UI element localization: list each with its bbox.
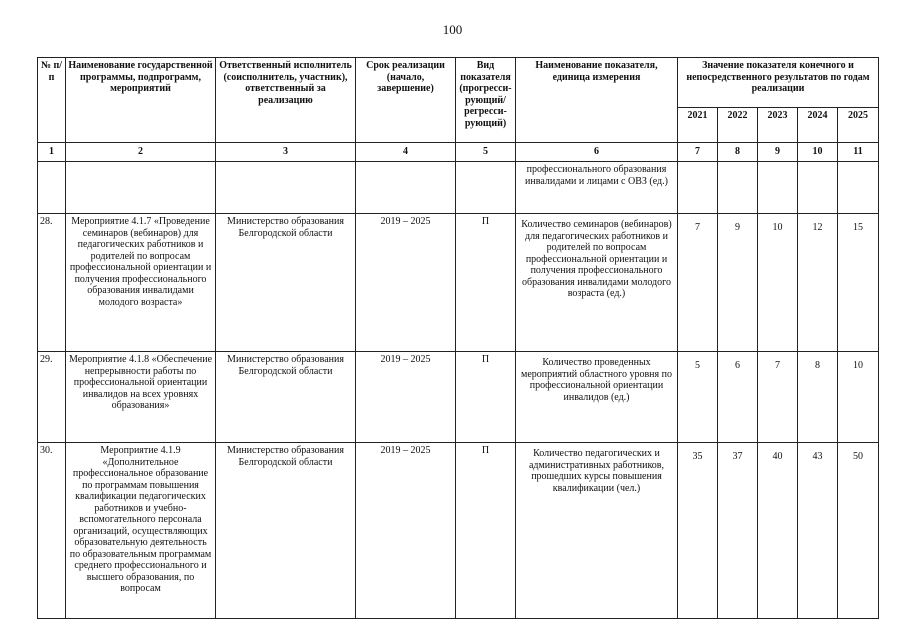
page-number: 100 [442,22,463,37]
row-value: 43 [798,443,838,619]
row-type: П [456,214,516,352]
row-value: 5 [678,352,718,443]
column-numbers-row [38,143,879,162]
row-value: 50 [838,443,879,619]
header-executor: Ответственный исполнитель (соисполнитель, участник), ответственный за реализацию [216,58,356,143]
row-value: 8 [798,352,838,443]
cell-empty [456,162,516,214]
row-indicator: Количество семинаров (вебинаров) для педагогических работников и родителей по вопросам профессиональной ориентации и получения профессионального образования инвалидами молодого возраста (ед.) [516,214,678,352]
column-number: 6 [516,143,678,162]
header-values: Значение показателя конечного и непосредственного результатов по годам реализации [678,58,879,108]
header-year: 2022 [718,108,758,143]
row-executor: Министерство образования Белгородской области [216,214,356,352]
cell-empty [758,162,798,214]
cell-empty [678,162,718,214]
cell-empty [798,162,838,214]
row-num: 28. [38,214,66,352]
program-table [37,57,879,619]
row-value: 10 [758,214,798,352]
row-value: 10 [838,352,879,443]
row-term: 2019 – 2025 [356,443,456,619]
row-term: 2019 – 2025 [356,214,456,352]
header-type: Вид показателя (прогресси-рующий/ регресси-рующий) [456,58,516,143]
header-name: Наименование государственной программы, подпрограмм, мероприятий [66,58,216,143]
row-value: 7 [758,352,798,443]
cell-empty [38,162,66,214]
row-value: 35 [678,443,718,619]
column-number: 2 [66,143,216,162]
header-term: Срок реализации (начало, завершение) [356,58,456,143]
header-year: 2023 [758,108,798,143]
row-num: 29. [38,352,66,443]
table-row [38,352,879,443]
row-num: 30. [38,443,66,619]
table-row [38,214,879,352]
cell-empty [356,162,456,214]
table-row-continuation [38,162,879,214]
cell-empty [718,162,758,214]
row-type: П [456,443,516,619]
row-value: 12 [798,214,838,352]
header-year: 2024 [798,108,838,143]
column-number: 1 [38,143,66,162]
row-value: 40 [758,443,798,619]
column-number: 11 [838,143,879,162]
column-number: 5 [456,143,516,162]
row-indicator: Количество педагогических и административных работников, прошедших курсы повышения квалификации (чел.) [516,443,678,619]
cell-empty [216,162,356,214]
header-num: № п/п [38,58,66,143]
row-name: Мероприятие 4.1.8 «Обеспечение непрерывности работы по профессиональной ориентации инвалидов на всех уровнях образования» [66,352,216,443]
column-number: 8 [718,143,758,162]
row-value: 9 [718,214,758,352]
row-executor: Министерство образования Белгородской области [216,352,356,443]
cell-empty [66,162,216,214]
column-number: 10 [798,143,838,162]
row-value: 7 [678,214,718,352]
row-term: 2019 – 2025 [356,352,456,443]
column-number: 3 [216,143,356,162]
continuation-indicator: профессионального образования инвалидами и лицами с ОВЗ (ед.) [516,162,678,214]
row-value: 15 [838,214,879,352]
header-indicator: Наименование показателя, единица измерения [516,58,678,143]
row-value: 6 [718,352,758,443]
header-year: 2021 [678,108,718,143]
row-name: Мероприятие 4.1.9 «Дополнительное профессиональное образование по программам повышения квалификации педагогических работников и учебно-вспомогательного персонала организаций, осуществляющих образовательную деятельность по образовательным программам среднего профессионального и высшего образования, по вопросам [66,443,216,619]
row-executor: Министерство образования Белгородской области [216,443,356,619]
column-number: 7 [678,143,718,162]
table-row [38,443,879,619]
row-value: 37 [718,443,758,619]
column-number: 4 [356,143,456,162]
cell-empty [838,162,879,214]
column-number: 9 [758,143,798,162]
row-indicator: Количество проведенных мероприятий областного уровня по профессиональной ориентации инвалидов (ед.) [516,352,678,443]
header-year: 2025 [838,108,879,143]
row-type: П [456,352,516,443]
row-name: Мероприятие 4.1.7 «Проведение семинаров (вебинаров) для педагогических работников и родителей по вопросам профессиональной ориентации и получения профессионального образования инвалидами молодого возраста» [66,214,216,352]
